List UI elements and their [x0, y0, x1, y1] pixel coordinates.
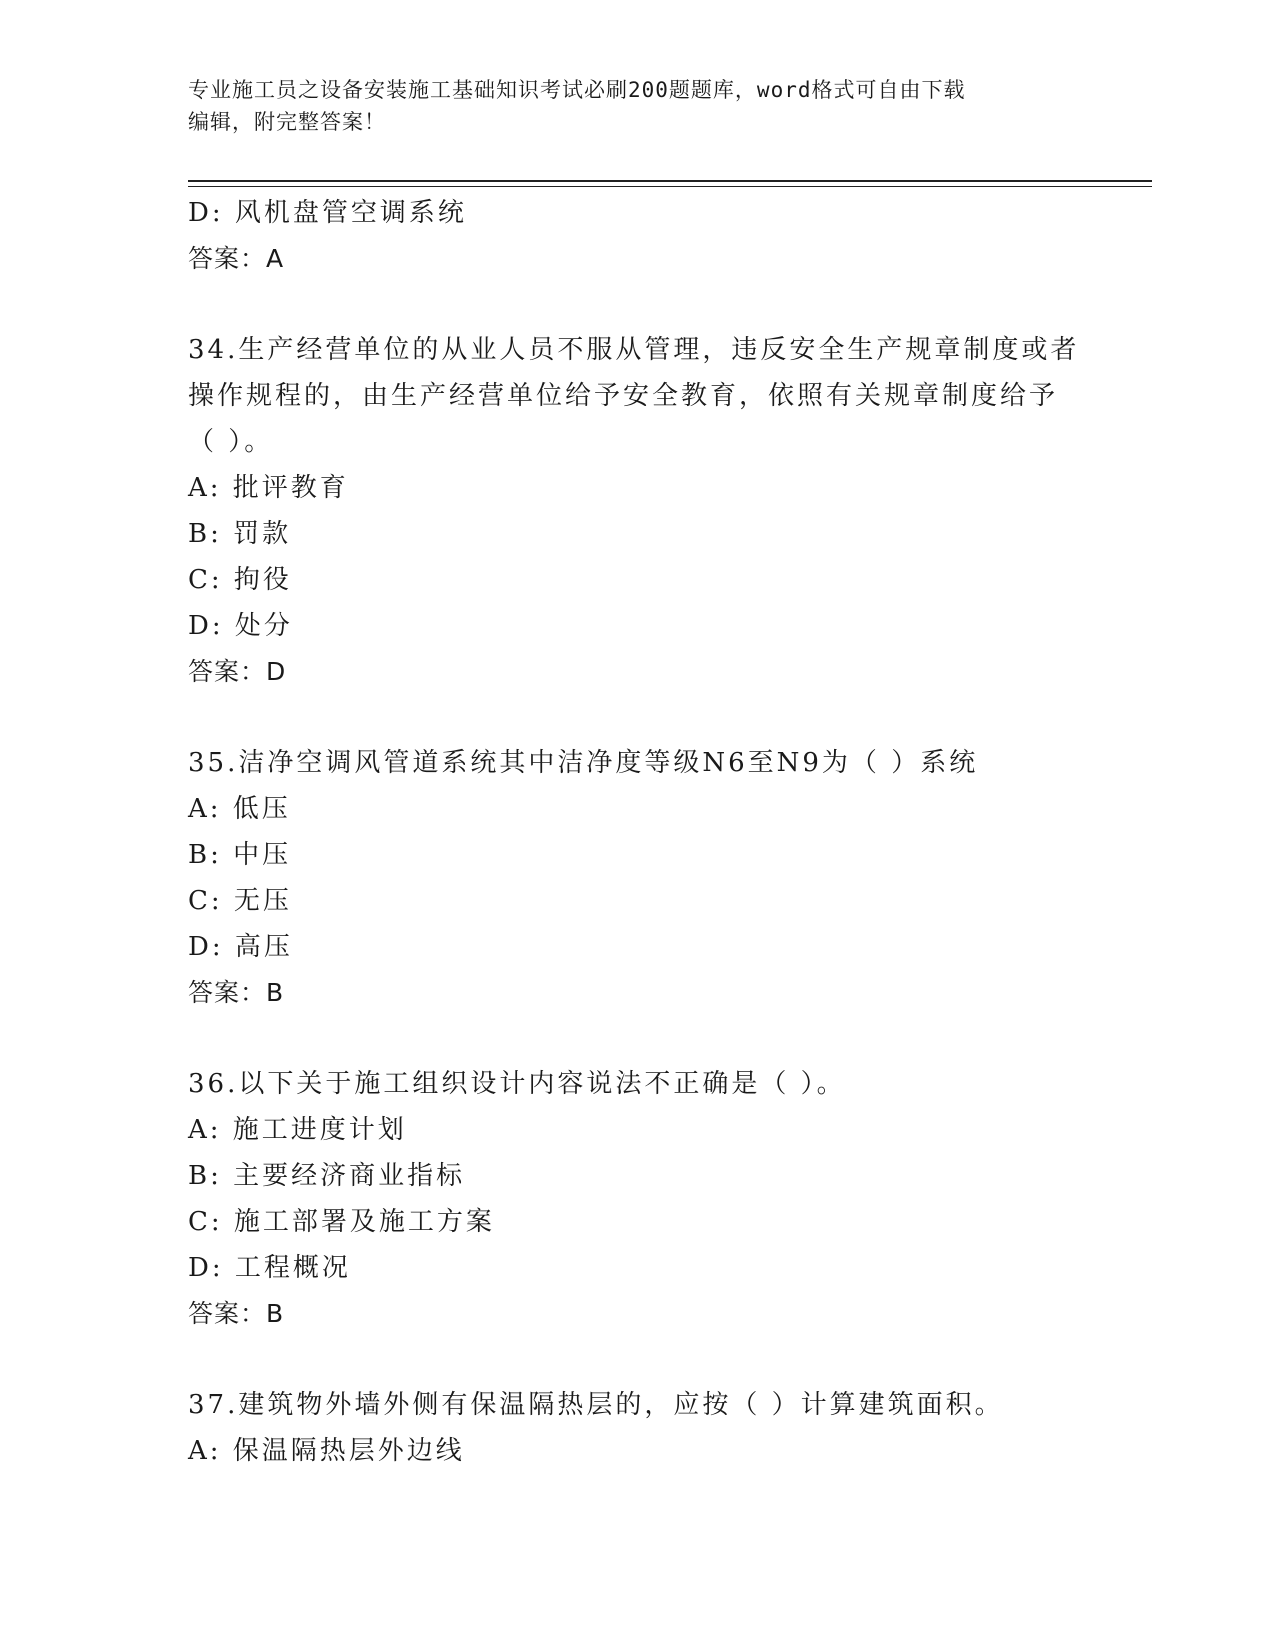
answer-line: 答案：B [188, 978, 285, 1007]
previous-question-tail [188, 190, 1088, 282]
option-c: C: 施工部署及施工方案 [188, 1207, 495, 1237]
question-36 [188, 1061, 1088, 1337]
question-stem-line: 37.建筑物外墙外侧有保温隔热层的，应按（ ）计算建筑面积。 [188, 1390, 1004, 1420]
option-a: A: 批评教育 [188, 473, 349, 503]
question-35 [188, 740, 1088, 1016]
option-c: C: 无压 [188, 886, 292, 916]
option-b: B: 罚款 [188, 519, 292, 549]
answer-line: 答案：B [188, 1299, 285, 1328]
header-rule-thin [188, 186, 1152, 187]
question-stem-line: 36.以下关于施工组织设计内容说法不正确是（ ）。 [188, 1069, 846, 1099]
option-d: D: 处分 [188, 611, 293, 641]
option-b: B: 主要经济商业指标 [188, 1161, 466, 1191]
question-stem-line: 35.洁净空调风管道系统其中洁净度等级N6至N9为（ ）系统 [188, 748, 979, 778]
answer-line: 答案：D [188, 657, 287, 686]
option-d: D: 风机盘管空调系统 [188, 198, 467, 228]
option-d: D: 高压 [188, 932, 293, 962]
question-stem-line: 34.生产经营单位的从业人员不服从管理，违反安全生产规章制度或者 [188, 335, 1080, 365]
question-34 [188, 327, 1088, 695]
option-b: B: 中压 [188, 840, 292, 870]
header-line-1: 专业施工员之设备安装施工基础知识考试必刷200题题库，word格式可自由下载 [188, 78, 966, 102]
document-body [188, 190, 1088, 1474]
header-rule-thick [188, 180, 1152, 182]
option-a: A: 低压 [188, 794, 291, 824]
option-a: A: 保温隔热层外边线 [188, 1436, 465, 1466]
question-stem-line: （ ）。 [188, 427, 274, 457]
question-37 [188, 1382, 1088, 1474]
option-d: D: 工程概况 [188, 1253, 351, 1283]
answer-line: 答案：A [188, 244, 285, 273]
question-stem-line: 操作规程的，由生产经营单位给予安全教育，依照有关规章制度给予 [188, 381, 1059, 411]
document-header [188, 74, 1088, 138]
header-line-2: 编辑，附完整答案！ [188, 110, 386, 134]
option-a: A: 施工进度计划 [188, 1115, 407, 1145]
option-c: C: 拘役 [188, 565, 292, 595]
